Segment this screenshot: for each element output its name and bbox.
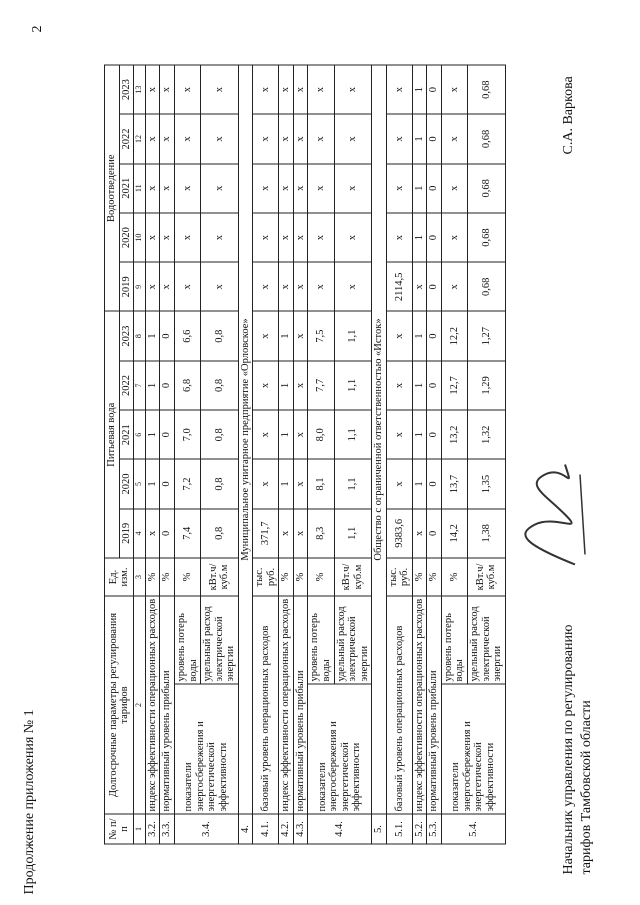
value-cell: 0,8 [201, 361, 239, 410]
value-cell: х [308, 213, 334, 262]
value-cell: х [386, 164, 412, 213]
value-cell: х [334, 213, 372, 262]
value-cell: 6,8 [174, 361, 200, 410]
row-number: 5.3. [427, 814, 442, 844]
column-index: 2 [134, 596, 146, 814]
value-cell: х [386, 65, 412, 114]
value-cell: 0,68 [468, 65, 506, 114]
col-water-disposal: Водоотведение [105, 65, 120, 312]
sub-parameter: удельный расход электрической энергии [201, 596, 239, 684]
unit-cell: % [279, 558, 294, 596]
year-header: 2021 [119, 410, 134, 459]
year-header: 2023 [119, 312, 134, 361]
value-cell: х [308, 164, 334, 213]
value-cell: 1 [412, 410, 427, 459]
unit-cell: кВт.ч/ куб.м [468, 558, 506, 596]
value-cell: х [253, 114, 279, 163]
row-number: 4.3. [293, 814, 308, 844]
column-index: 3 [134, 558, 146, 596]
value-cell: 13,7 [441, 459, 467, 508]
column-index: 5 [134, 459, 146, 508]
parameter-name: показатели энергосбережения и энергетической эффективности [174, 684, 238, 814]
value-cell: х [174, 262, 200, 311]
value-cell: х [441, 164, 467, 213]
unit-cell: % [160, 558, 175, 596]
value-cell: 1 [412, 361, 427, 410]
value-cell: х [145, 164, 160, 213]
table-row [386, 65, 412, 844]
sub-parameter: удельный расход электрической энергии [334, 596, 372, 684]
col-drinking-water: Питьевая вода [105, 312, 120, 558]
value-cell: х [386, 213, 412, 262]
value-cell: х [386, 312, 412, 361]
value-cell: х [174, 164, 200, 213]
value-cell: 0,8 [201, 459, 239, 508]
value-cell: х [308, 65, 334, 114]
value-cell: 7,0 [174, 410, 200, 459]
value-cell: х [253, 410, 279, 459]
parameter-name: показатели энергосбережения и энергетической эффективности [308, 684, 372, 814]
value-cell: х [293, 361, 308, 410]
section-row [238, 65, 253, 844]
value-cell: х [293, 262, 308, 311]
value-cell: х [293, 509, 308, 558]
year-header: 2019 [119, 509, 134, 558]
value-cell: х [279, 509, 294, 558]
value-cell: 1,1 [334, 361, 372, 410]
value-cell: 0,8 [201, 509, 239, 558]
value-cell: 0 [427, 65, 442, 114]
value-cell: х [441, 262, 467, 311]
value-cell: х [253, 361, 279, 410]
value-cell: 0 [160, 459, 175, 508]
value-cell: х [279, 114, 294, 163]
value-cell: 0 [160, 509, 175, 558]
value-cell: 0 [427, 410, 442, 459]
value-cell: х [293, 213, 308, 262]
value-cell: 8,0 [308, 410, 334, 459]
section-title: Муниципальное унитарное предприятие «Орловское» [238, 65, 253, 814]
sub-parameter: удельный расход электрической энергии [468, 596, 506, 684]
table-row [441, 65, 467, 844]
value-cell: х [160, 114, 175, 163]
row-number: 3.2. [145, 814, 160, 844]
value-cell: 1,1 [334, 459, 372, 508]
parameter-name: базовый уровень операционных расходов [253, 596, 279, 814]
value-cell: х [201, 213, 239, 262]
row-number: 3.4. [174, 814, 238, 844]
value-cell: х [293, 65, 308, 114]
continuation-note: Продолжение приложения № 1 [22, 709, 37, 895]
value-cell: 0 [427, 361, 442, 410]
sub-parameter: уровень потерь воды [308, 596, 334, 684]
table-row [427, 65, 442, 844]
value-cell: 1 [145, 410, 160, 459]
value-cell: х [308, 114, 334, 163]
value-cell: х [386, 410, 412, 459]
year-header: 2022 [119, 361, 134, 410]
row-number: 5.4. [441, 814, 505, 844]
value-cell: х [293, 459, 308, 508]
parameter-name: нормативный уровень прибыли [160, 596, 175, 814]
value-cell: 0,68 [468, 262, 506, 311]
value-cell: 12,7 [441, 361, 467, 410]
value-cell: х [412, 509, 427, 558]
value-cell: х [412, 262, 427, 311]
column-index: 9 [134, 262, 146, 311]
value-cell: 371,7 [253, 509, 279, 558]
value-cell: х [441, 65, 467, 114]
signatory-position: Начальник управления по регулированию тарифов Тамбовской области [561, 624, 594, 875]
value-cell: 0 [427, 164, 442, 213]
value-cell: 1,27 [468, 312, 506, 361]
value-cell: х [386, 361, 412, 410]
value-cell: 0,8 [201, 410, 239, 459]
value-cell: х [174, 114, 200, 163]
value-cell: х [201, 262, 239, 311]
unit-cell: кВт.ч/ куб.м [201, 558, 239, 596]
parameter-name: индекс эффективности операционных расходов [279, 596, 294, 814]
table-row [412, 65, 427, 844]
year-header: 2020 [119, 459, 134, 508]
value-cell: 1 [145, 361, 160, 410]
row-number: 5. [372, 814, 387, 844]
value-cell: х [293, 410, 308, 459]
value-cell: 7,2 [174, 459, 200, 508]
parameter-name: нормативный уровень прибыли [293, 596, 308, 814]
parameter-name: нормативный уровень прибыли [427, 596, 442, 814]
value-cell: х [145, 509, 160, 558]
handwritten-signature [505, 455, 595, 575]
value-cell: х [160, 213, 175, 262]
row-number: 4. [238, 814, 253, 844]
column-index: 7 [134, 361, 146, 410]
value-cell: 0,68 [468, 213, 506, 262]
value-cell: 1 [412, 459, 427, 508]
value-cell: 0,68 [468, 164, 506, 213]
value-cell: 0 [427, 312, 442, 361]
value-cell: х [201, 65, 239, 114]
value-cell: 9383,6 [386, 509, 412, 558]
value-cell: 1 [412, 312, 427, 361]
value-cell: х [160, 262, 175, 311]
unit-cell: % [145, 558, 160, 596]
unit-cell: % [441, 558, 467, 596]
value-cell: 0 [427, 459, 442, 508]
unit-cell: тыс. руб. [253, 558, 279, 596]
value-cell: 1,29 [468, 361, 506, 410]
value-cell: 0 [427, 213, 442, 262]
column-index: 8 [134, 312, 146, 361]
value-cell: 1 [145, 459, 160, 508]
value-cell: х [308, 262, 334, 311]
value-cell: 1 [279, 459, 294, 508]
value-cell: 1 [412, 213, 427, 262]
year-header: 2022 [119, 114, 134, 163]
column-index: 10 [134, 213, 146, 262]
table-row [253, 65, 279, 844]
value-cell: 1 [412, 114, 427, 163]
table-row [160, 65, 175, 844]
parameter-name: базовый уровень операционных расходов [386, 596, 412, 814]
year-header: 2023 [119, 65, 134, 114]
column-index: 4 [134, 509, 146, 558]
value-cell: х [279, 164, 294, 213]
value-cell: 0 [160, 410, 175, 459]
value-cell: 0 [427, 509, 442, 558]
unit-cell: % [412, 558, 427, 596]
unit-cell: тыс. руб. [386, 558, 412, 596]
unit-cell: % [308, 558, 334, 596]
value-cell: х [293, 164, 308, 213]
value-cell: 1 [412, 164, 427, 213]
value-cell: х [160, 65, 175, 114]
value-cell: 0,68 [468, 114, 506, 163]
value-cell: х [145, 114, 160, 163]
unit-cell: кВт.ч/ куб.м [334, 558, 372, 596]
unit-cell: % [174, 558, 200, 596]
page-number: 2 [30, 25, 45, 33]
section-row [372, 65, 387, 844]
table-row [293, 65, 308, 844]
value-cell: х [441, 114, 467, 163]
sub-parameter: уровень потерь воды [174, 596, 200, 684]
signatory-name: С.А. Варкова [561, 76, 576, 155]
value-cell: 0,8 [201, 312, 239, 361]
column-index: 6 [134, 410, 146, 459]
value-cell: 6,6 [174, 312, 200, 361]
value-cell: х [145, 65, 160, 114]
value-cell: х [253, 213, 279, 262]
value-cell: х [279, 65, 294, 114]
value-cell: х [441, 213, 467, 262]
value-cell: 8,3 [308, 509, 334, 558]
year-header: 2021 [119, 164, 134, 213]
value-cell: 1,1 [334, 509, 372, 558]
value-cell: 2114,5 [386, 262, 412, 311]
value-cell: х [293, 114, 308, 163]
year-header: 2020 [119, 213, 134, 262]
value-cell: х [174, 213, 200, 262]
row-number: 5.2. [412, 814, 427, 844]
value-cell: х [253, 262, 279, 311]
value-cell: 1 [279, 312, 294, 361]
column-index: 1 [134, 814, 146, 844]
value-cell: 0 [427, 262, 442, 311]
value-cell: х [334, 114, 372, 163]
value-cell: х [174, 65, 200, 114]
value-cell: 12,2 [441, 312, 467, 361]
table-row [145, 65, 160, 844]
sub-parameter: уровень потерь воды [441, 596, 467, 684]
unit-cell: % [427, 558, 442, 596]
table-row [308, 65, 334, 844]
value-cell: х [293, 312, 308, 361]
value-cell: х [253, 65, 279, 114]
unit-cell: % [293, 558, 308, 596]
column-index: 13 [134, 65, 146, 114]
value-cell: х [334, 164, 372, 213]
value-cell: х [160, 164, 175, 213]
row-number: 4.2. [279, 814, 294, 844]
value-cell: 7,7 [308, 361, 334, 410]
col-unit: Ед. изм. [105, 558, 134, 596]
value-cell: х [201, 164, 239, 213]
value-cell: 8,1 [308, 459, 334, 508]
value-cell: 0 [427, 114, 442, 163]
row-number: 4.1. [253, 814, 279, 844]
value-cell: х [386, 114, 412, 163]
value-cell: х [334, 65, 372, 114]
value-cell: 0 [160, 312, 175, 361]
col-no: № п/п [105, 814, 134, 844]
value-cell: 1,32 [468, 410, 506, 459]
col-param: Долгосрочные параметры регулирования тарифов [105, 596, 134, 814]
tariff-parameters-table [104, 65, 506, 845]
value-cell: 0 [160, 361, 175, 410]
column-index: 11 [134, 164, 146, 213]
row-number: 3.3. [160, 814, 175, 844]
parameter-name: индекс эффективности операционных расходов [412, 596, 427, 814]
row-number: 5.1. [386, 814, 412, 844]
value-cell: х [386, 459, 412, 508]
value-cell: 1,1 [334, 312, 372, 361]
value-cell: 1 [145, 312, 160, 361]
value-cell: 7,4 [174, 509, 200, 558]
table-row [279, 65, 294, 844]
row-number: 4.4. [308, 814, 372, 844]
value-cell: х [253, 312, 279, 361]
value-cell: 1,38 [468, 509, 506, 558]
value-cell: х [279, 262, 294, 311]
value-cell: 1 [412, 65, 427, 114]
section-title: Общество с ограниченной ответственностью «Исток» [372, 65, 387, 814]
value-cell: х [334, 262, 372, 311]
value-cell: 13,2 [441, 410, 467, 459]
value-cell: 1,35 [468, 459, 506, 508]
parameter-name: индекс эффективности операционных расходов [145, 596, 160, 814]
value-cell: 7,5 [308, 312, 334, 361]
parameter-name: показатели энергосбережения и энергетической эффективности [441, 684, 505, 814]
value-cell: х [279, 213, 294, 262]
value-cell: х [145, 213, 160, 262]
value-cell: 1,1 [334, 410, 372, 459]
value-cell: х [253, 459, 279, 508]
year-header: 2019 [119, 262, 134, 311]
table-row [174, 65, 200, 844]
value-cell: 1 [279, 361, 294, 410]
value-cell: 14,2 [441, 509, 467, 558]
value-cell: х [201, 114, 239, 163]
column-index: 12 [134, 114, 146, 163]
value-cell: х [145, 262, 160, 311]
value-cell: 1 [279, 410, 294, 459]
value-cell: х [253, 164, 279, 213]
